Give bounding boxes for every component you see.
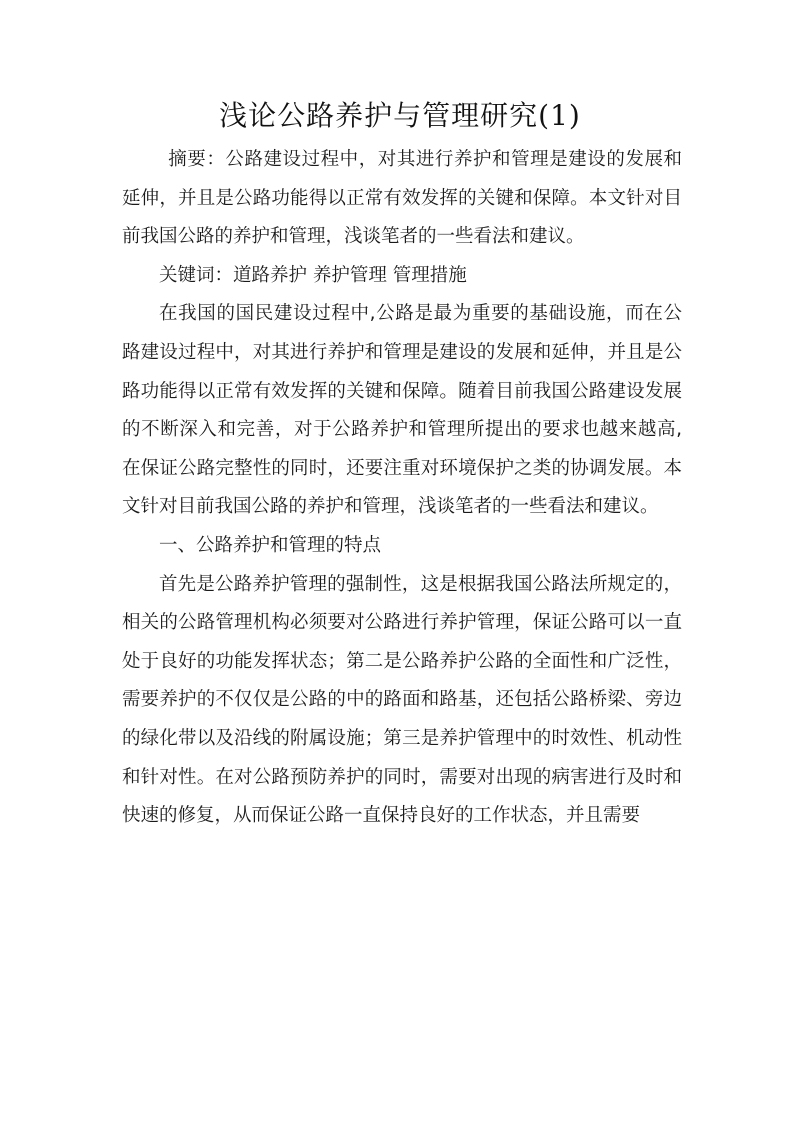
abstract-paragraph: 摘要：公路建设过程中，对其进行养护和管理是建设的发展和延伸，并且是公路功能得以正常有效发挥的关键和保障。本文针对目前我国公路的养护和管理，浅谈笔者的一些看法和建议。 [122, 149, 682, 248]
section-heading: 一、公路养护和管理的特点 [159, 534, 382, 556]
section-paragraph: 首先是公路养护管理的强制性，这是根据我国公路法所规定的，相关的公路管理机构必须要对公路进行养护管理，保证公路可以一直处于良好的功能发挥状态；第二是公路养护公路的全面性和广泛性，需要养护的不仅仅是公路的中的路面和路基，还包括公路桥梁、旁边的绿化带以及沿线的附属设施；第三是养护管理中的时效性、机动性和针对性。在对公路预防养护的同时，需要对出现的病害进行及时和快速的修复，从而保证公路一直保持良好的工作状态，并且需要 [122, 573, 682, 827]
intro-paragraph: 在我国的国民建设过程中,公路是最为重要的基础设施，而在公路建设过程中，对其进行养护和管理是建设的发展和延伸，并且是公路功能得以正常有效发挥的关键和保障。随着目前我国公路建设发展的不断深入和完善，对于公路养护和管理所提出的要求也越来越高,在保证公路完整性的同时，还要注重对环境保护之类的协调发展。本文针对目前我国公路的养护和管理，浅谈笔者的一些看法和建议。 [122, 303, 682, 518]
document-title: 浅论公路养护与管理研究(1) [219, 99, 581, 132]
keywords-paragraph: 关键词：道路养护 养护管理 管理措施 [159, 264, 467, 286]
document-body [122, 141, 682, 836]
